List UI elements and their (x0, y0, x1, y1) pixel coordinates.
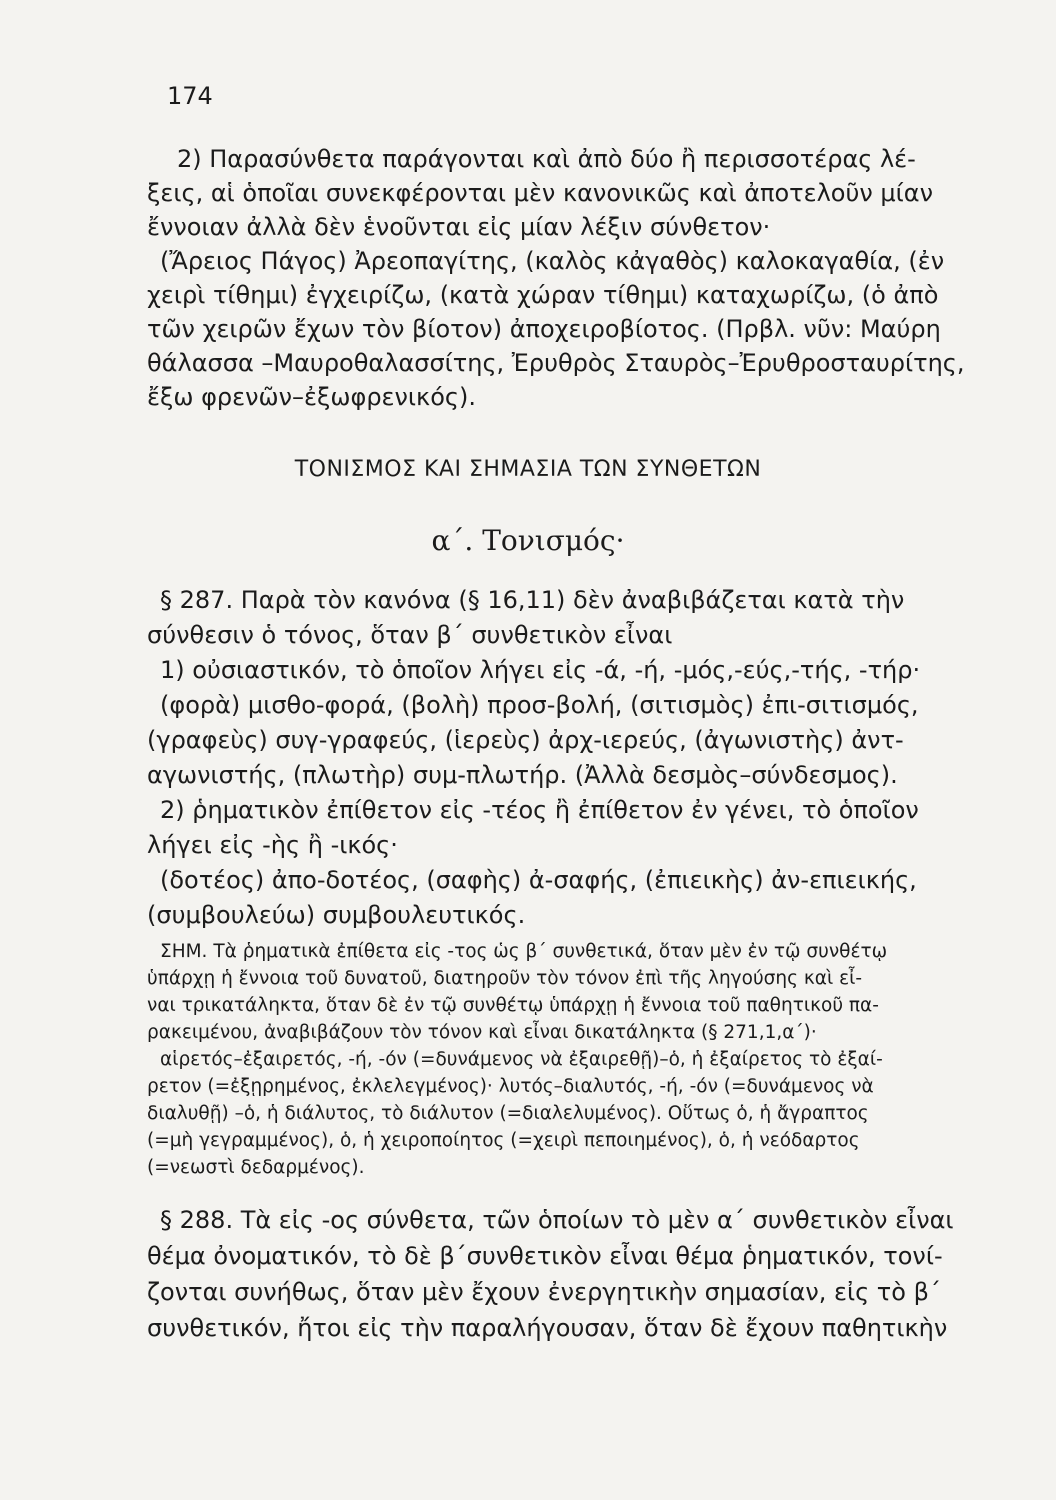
text-line: 2) Παρασύνθετα παράγονται καὶ ἀπὸ δύο ἢ περισσοτέρας λέ- (177, 145, 916, 173)
note-line: ΣΗΜ. Τὰ ῥηματικὰ ἐπίθετα εἰς -τος ὡς β΄ συνθετικά, ὅταν μὲν ἐν τῷ συνθέτῳ (160, 941, 888, 962)
text-line: (γραφεὺς) συγ-γραφεύς, (ἱερεὺς) ἀρχ-ιερεύς, (ἀγωνιστὴς) ἀντ- (147, 726, 904, 754)
note-line: ναι τρικατάληκτα, ὅταν δὲ ἐν τῷ συνθέτῳ ὑπάρχῃ ἡ ἔννοια τοῦ παθητικοῦ πα- (147, 995, 879, 1016)
text-line: θάλασσα –Μαυροθαλασσίτης, Ἐρυθρὸς Σταυρὸς–Ἐρυθροσταυρίτης, (147, 349, 965, 377)
text-line: § 287. Παρὰ τὸν κανόνα (§ 16,11) δὲν ἀναβιβάζεται κατὰ τὴν (160, 586, 905, 614)
text-line: (δοτέος) ἀπο-δοτέος, (σαφὴς) ἀ-σαφής, (ἐπιεικὴς) ἀν-επιεικής, (160, 866, 917, 894)
text-line: συνθετικόν, ἤτοι εἰς τὴν παραλήγουσαν, ὅταν δὲ ἔχουν παθητικὴν (147, 1314, 948, 1342)
text-line: (φορὰ) μισθο-φορά, (βολὴ) προσ-βολή, (σιτισμὸς) ἐπι-σιτισμός, (160, 691, 919, 719)
text-line: αγωνιστής, (πλωτὴρ) συμ-πλωτήρ. (Ἀλλὰ δεσμὸς–σύνδεσμος). (147, 761, 898, 789)
text-line: λήγει εἰς -ὴς ἢ -ικός· (147, 831, 398, 859)
section-heading: ΤΟΝΙΣΜΟΣ ΚΑΙ ΣΗΜΑΣΙΑ ΤΩΝ ΣΥΝΘΕΤΩΝ (294, 457, 762, 482)
note-line: αἱρετός–ἐξαιρετός, -ή, -όν (=δυνάμενος νὰ ἐξαιρεθῇ)–ὁ, ἡ ἐξαίρετος τὸ ἐξαί- (160, 1049, 883, 1070)
text-line: ἔξω φρενῶν–ἐξωφρενικός). (147, 383, 476, 411)
text-line: θέμα ὀνοματικόν, τὸ δὲ β΄συνθετικὸν εἶναι θέμα ῥηματικόν, τονί- (147, 1242, 943, 1270)
text-line: τῶν χειρῶν ἔχων τὸν βίοτον) ἀποχειροβίοτος. (Πρβλ. νῦν: Μαύρη (147, 315, 941, 343)
text-line: (Ἄρειος Πάγος) Ἀρεοπαγίτης, (καλὸς κἀγαθὸς) καλοκαγαθία, (ἐν (160, 247, 945, 275)
text-line: ζονται συνήθως, ὅταν μὲν ἔχουν ἐνεργητικὴν σημασίαν, εἰς τὸ β΄ (147, 1278, 941, 1306)
note-line: ὑπάρχῃ ἡ ἔννοια τοῦ δυνατοῦ, διατηροῦν τὸν τόνον ἐπὶ τῆς ληγούσης καὶ εἶ- (147, 968, 863, 989)
note-line: ρετον (=ἐξῃρημένος, ἐκλελεγμένος)· λυτός–διαλυτός, -ή, -όν (=δυνάμενος νὰ (147, 1076, 874, 1097)
page-number: 174 (167, 82, 213, 110)
note-line: διαλυθῇ) –ὁ, ἡ διάλυτος, τὸ διάλυτον (=διαλελυμένος). Οὕτως ὁ, ἡ ἄγραπτος (147, 1103, 869, 1124)
text-line: σύνθεσιν ὁ τόνος, ὅταν β΄ συνθετικὸν εἶναι (147, 621, 673, 649)
text-line: 2) ῥηματικὸν ἐπίθετον εἰς -τέος ἢ ἐπίθετον ἐν γένει, τὸ ὁποῖον (160, 796, 919, 824)
text-line: χειρὶ τίθημι) ἐγχειρίζω, (κατὰ χώραν τίθημι) καταχωρίζω, (ὁ ἀπὸ (147, 281, 939, 309)
note-line: (=νεωστὶ δεδαρμένος). (147, 1157, 365, 1178)
note-line: (=μὴ γεγραμμένος), ὁ, ἡ χειροποίητος (=χειρὶ πεποιημένος), ὁ, ἡ νεόδαρτος (147, 1130, 860, 1151)
text-line: ξεις, αἱ ὁποῖαι συνεκφέρονται μὲν κανονικῶς καὶ ἀποτελοῦν μίαν (147, 179, 933, 207)
note-line: ρακειμένου, ἀναβιβάζουν τὸν τόνον καὶ εἶναι δικατάληκτα (§ 271,1,α΄)· (147, 1022, 817, 1043)
text-line: § 288. Τὰ εἰς -ος σύνθετα, τῶν ὁποίων τὸ μὲν α΄ συνθετικὸν εἶναι (160, 1206, 954, 1234)
subheading: α΄. Τονισμός· (431, 524, 625, 557)
text-line: 1) οὐσιαστικόν, τὸ ὁποῖον λήγει εἰς -ά, -ή, -μός,-εύς,-τής, -τήρ· (160, 656, 921, 684)
text-line: (συμβουλεύω) συμβουλευτικός. (147, 901, 526, 929)
text-line: ἔννοιαν ἀλλὰ δὲν ἑνοῦνται εἰς μίαν λέξιν σύνθετον· (147, 213, 771, 241)
